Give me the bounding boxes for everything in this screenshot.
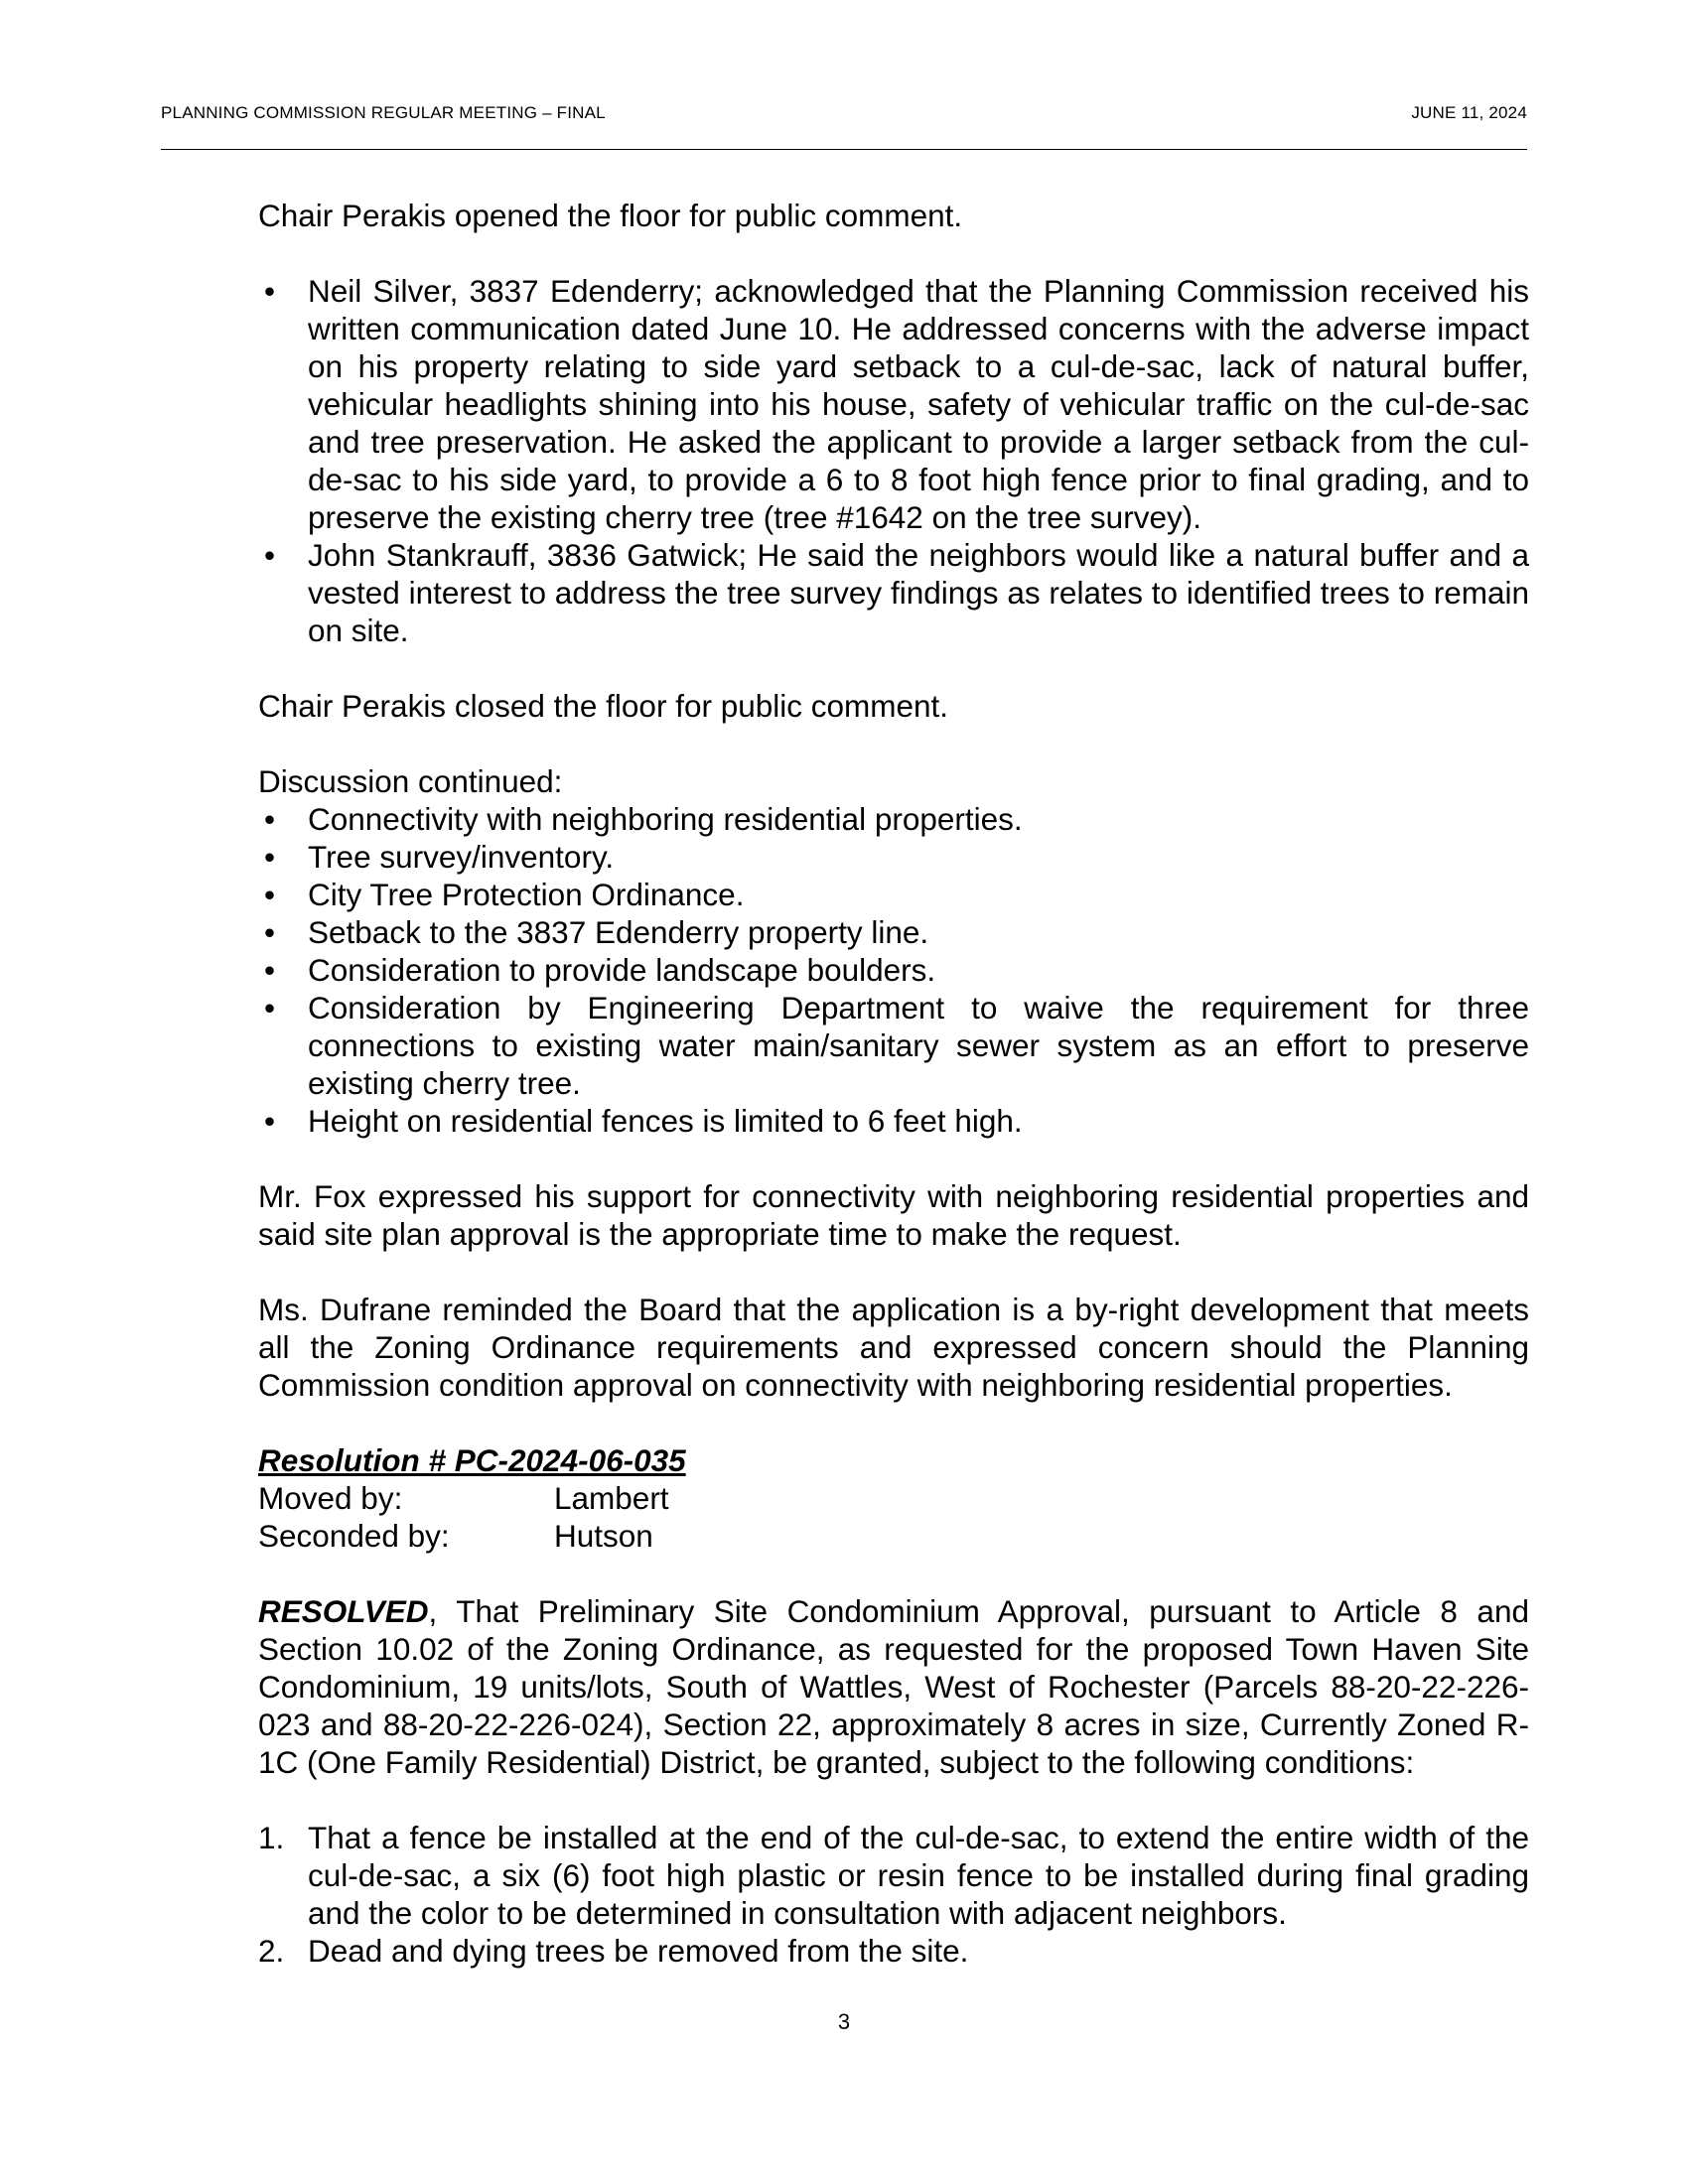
header-divider	[161, 149, 1527, 150]
list-item	[258, 800, 1529, 838]
discussion-item-text: Consideration by Engineering Department to waive the requirement for three connections to existing water main/sanitary sewer system as an effort to preserve existing cherry tree.	[308, 990, 1529, 1101]
document-body	[258, 197, 1529, 2007]
resolved-paragraph	[258, 1592, 1529, 1781]
condition-number: 2.	[258, 1933, 285, 1969]
discussion-item-text: Height on residential fences is limited to 6 feet high.	[308, 1103, 1023, 1139]
list-item	[258, 272, 1529, 536]
discussion-item-text: Consideration to provide landscape boulders.	[308, 952, 936, 988]
list-item	[258, 951, 1529, 989]
bullet-icon: •	[264, 914, 276, 950]
condition-text: That a fence be installed at the end of the cul-de-sac, to extend the entire width of the cul-de-sac, a six (6) foot high plastic or resin fence to be installed during final grading and the color to be determined in consultation with adjacent neighbors.	[308, 1820, 1529, 1931]
seconded-by-row	[258, 1517, 1529, 1555]
moved-by-value: Lambert	[554, 1480, 669, 1516]
resolved-text: , That Preliminary Site Condominium Approval, pursuant to Article 8 and Section 10.02 of the Zoning Ordinance, as requested for the proposed Town Haven Site Condominium, 19 units/lots, South of Wattles, West of Rochester (Parcels 88-20-22-226-023 and 88-20-22-226-024), Section 22, approximately 8 acres in size, Currently Zoned R-1C (One Family Residential) District, be granted, subject to the following conditions:	[258, 1593, 1529, 1780]
discussion-item-text: City Tree Protection Ordinance.	[308, 877, 745, 912]
bullet-icon: •	[264, 952, 276, 988]
bullet-icon: •	[264, 1103, 276, 1139]
discussion-heading: Discussion continued:	[258, 763, 563, 799]
bullet-icon: •	[264, 990, 276, 1025]
moved-by-row	[258, 1479, 1529, 1517]
header-meeting-title: PLANNING COMMISSION REGULAR MEETING – FINAL	[161, 103, 606, 122]
conditions-list	[258, 1819, 1529, 1970]
public-comment-list	[258, 272, 1529, 649]
condition-text: Dead and dying trees be removed from the site.	[308, 1933, 969, 1969]
list-item	[258, 1932, 1529, 1970]
list-item	[258, 1819, 1529, 1932]
resolution-block	[258, 1441, 1529, 1970]
discussion-item-text: Tree survey/inventory.	[308, 839, 615, 875]
seconded-by-label: Seconded by:	[258, 1518, 450, 1554]
discussion-item-text: Setback to the 3837 Edenderry property line.	[308, 914, 929, 950]
list-item	[258, 989, 1529, 1102]
moved-by-label: Moved by:	[258, 1480, 403, 1516]
condition-number: 1.	[258, 1820, 285, 1855]
discussion-list	[258, 800, 1529, 1140]
resolved-word: RESOLVED	[258, 1593, 429, 1629]
header-date: JUNE 11, 2024	[1411, 103, 1527, 122]
public-comment-text: John Stankrauff, 3836 Gatwick; He said the neighbors would like a natural buffer and a vested interest to address the tree survey findings as relates to identified trees to remain on site.	[308, 537, 1529, 648]
list-item	[258, 876, 1529, 913]
list-item	[258, 838, 1529, 876]
bullet-icon: •	[264, 537, 276, 573]
list-item	[258, 536, 1529, 649]
bullet-icon: •	[264, 877, 276, 912]
bullet-icon: •	[264, 273, 276, 309]
bullet-icon: •	[264, 839, 276, 875]
dufrane-statement: Ms. Dufrane reminded the Board that the application is a by-right development that meets all the Zoning Ordinance requirements and expressed concern should the Planning Commission condition approval on connectivity with neighboring residential properties.	[258, 1292, 1529, 1403]
resolution-title: Resolution # PC-2024-06-035	[258, 1442, 686, 1478]
public-comment-opened: Chair Perakis opened the floor for public comment.	[258, 198, 963, 233]
public-comment-closed: Chair Perakis closed the floor for public comment.	[258, 688, 949, 724]
list-item	[258, 1102, 1529, 1140]
seconded-by-value: Hutson	[554, 1518, 653, 1554]
bullet-icon: •	[264, 801, 276, 837]
public-comment-text: Neil Silver, 3837 Edenderry; acknowledged that the Planning Commission received his written communication dated June 10. He addressed concerns with the adverse impact on his property relating to side yard setback to a cul-de-sac, lack of natural buffer, vehicular headlights shining into his house, safety of vehicular traffic on the cul-de-sac and tree preservation. He asked the applicant to provide a larger setback from the cul-de-sac to his side yard, to provide a 6 to 8 foot high fence prior to final grading, and to preserve the existing cherry tree (tree #1642 on the tree survey).	[308, 273, 1529, 535]
list-item	[258, 913, 1529, 951]
page-number: 3	[837, 2009, 851, 2034]
discussion-item-text: Connectivity with neighboring residential properties.	[308, 801, 1023, 837]
page-header	[161, 103, 1527, 131]
fox-statement: Mr. Fox expressed his support for connectivity with neighboring residential properties and said site plan approval is the appropriate time to make the request.	[258, 1178, 1529, 1252]
